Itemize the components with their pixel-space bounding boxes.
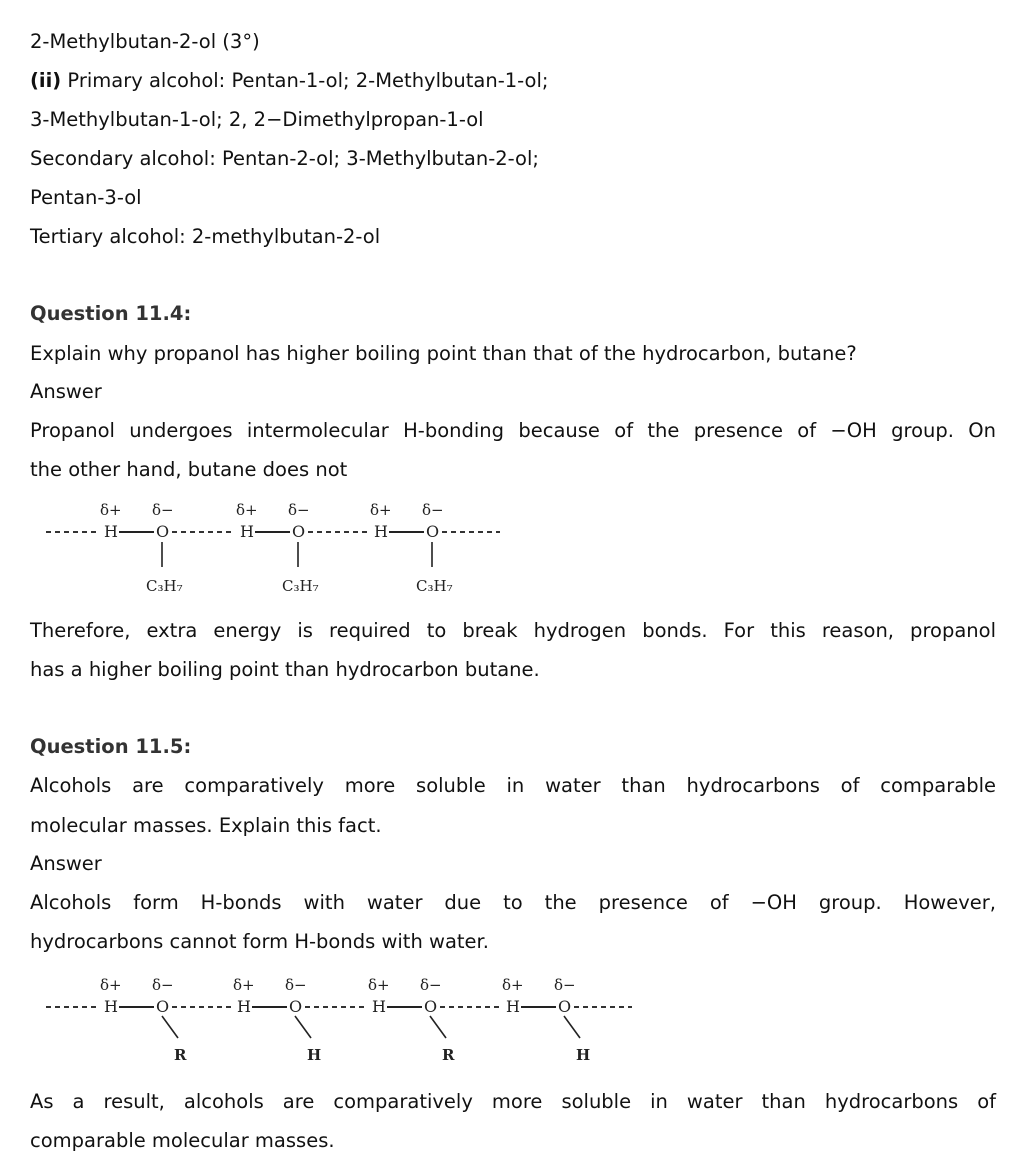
answer-text: the other hand, butane does not — [30, 458, 348, 481]
text-line: Secondary alcohol: Pentan-2-ol; 3-Methylbutan-2-ol; — [30, 147, 539, 170]
answer-text: Propanol undergoes intermolecular H-bonding because of the presence of −OH group. On — [30, 419, 996, 442]
oxygen-atom: O — [424, 997, 438, 1016]
delta-plus-label: δ+ — [370, 501, 392, 519]
question-heading: Question 11.4: — [30, 302, 192, 325]
delta-plus-label: δ+ — [368, 976, 390, 994]
text-line: 2-Methylbutan-2-ol (3°) — [30, 30, 260, 53]
item-text: Primary alcohol: Pentan-1-ol; 2-Methylbutan-1-ol; — [61, 69, 549, 92]
delta-plus-label: δ+ — [236, 501, 258, 519]
substituent-bond — [564, 1016, 580, 1038]
hydrogen-atom: H — [374, 522, 388, 541]
text-line: Tertiary alcohol: 2-methylbutan-2-ol — [30, 225, 381, 248]
substituent-label: C₃H₇ — [282, 577, 319, 595]
delta-minus-label: δ− — [288, 501, 310, 519]
answer-label: Answer — [30, 852, 102, 875]
question-text: Explain why propanol has higher boiling point than that of the hydrocarbon, butane? — [30, 342, 857, 365]
substituent-label: R — [442, 1046, 455, 1064]
answer-text: hydrocarbons cannot form H-bonds with water. — [30, 930, 489, 953]
hydrogen-atom: H — [104, 522, 118, 541]
delta-minus-label: δ− — [152, 976, 174, 994]
question-heading: Question 11.5: — [30, 735, 192, 758]
delta-plus-label: δ+ — [233, 976, 255, 994]
hydrogen-atom: H — [237, 997, 251, 1016]
substituent-bond — [162, 1016, 178, 1038]
substituent-label: C₃H₇ — [146, 577, 183, 595]
substituent-label: H — [576, 1046, 591, 1064]
answer-label: Answer — [30, 380, 102, 403]
propanol-hbond-diagram — [0, 495, 1036, 605]
answer-text: As a result, alcohols are comparatively more soluble in water than hydrocarbons of — [30, 1090, 996, 1113]
answer-text: Therefore, extra energy is required to break hydrogen bonds. For this reason, propanol — [30, 619, 996, 642]
oxygen-atom: O — [558, 997, 572, 1016]
delta-plus-label: δ+ — [502, 976, 524, 994]
oxygen-atom: O — [426, 522, 440, 541]
delta-minus-label: δ− — [422, 501, 444, 519]
question-text: Alcohols are comparatively more soluble in water than hydrocarbons of comparable — [30, 774, 996, 797]
substituent-label: C₃H₇ — [416, 577, 453, 595]
delta-minus-label: δ− — [285, 976, 307, 994]
answer-text: Alcohols form H-bonds with water due to the presence of −OH group. However, — [30, 891, 996, 914]
delta-minus-label: δ− — [420, 976, 442, 994]
hydrogen-atom: H — [506, 997, 520, 1016]
text-line: 3-Methylbutan-1-ol; 2, 2−Dimethylpropan-1-ol — [30, 108, 484, 131]
text-line: Pentan-3-ol — [30, 186, 142, 209]
delta-minus-label: δ− — [152, 501, 174, 519]
substituent-bond — [430, 1016, 446, 1038]
text-line — [30, 69, 548, 93]
hydrogen-atom: H — [104, 997, 118, 1016]
oxygen-atom: O — [156, 522, 170, 541]
oxygen-atom: O — [289, 997, 303, 1016]
hydrogen-atom: H — [372, 997, 386, 1016]
item-label: (ii) — [30, 69, 62, 92]
substituent-label: H — [307, 1046, 322, 1064]
substituent-bond — [295, 1016, 311, 1038]
oxygen-atom: O — [292, 522, 306, 541]
alcohol-water-hbond-diagram — [0, 970, 1036, 1080]
answer-text: has a higher boiling point than hydrocarbon butane. — [30, 658, 540, 681]
oxygen-atom: O — [156, 997, 170, 1016]
substituent-label: R — [174, 1046, 187, 1064]
hydrogen-atom: H — [240, 522, 254, 541]
question-text: molecular masses. Explain this fact. — [30, 814, 382, 837]
delta-minus-label: δ− — [554, 976, 576, 994]
delta-plus-label: δ+ — [100, 501, 122, 519]
delta-plus-label: δ+ — [100, 976, 122, 994]
answer-text: comparable molecular masses. — [30, 1129, 335, 1152]
